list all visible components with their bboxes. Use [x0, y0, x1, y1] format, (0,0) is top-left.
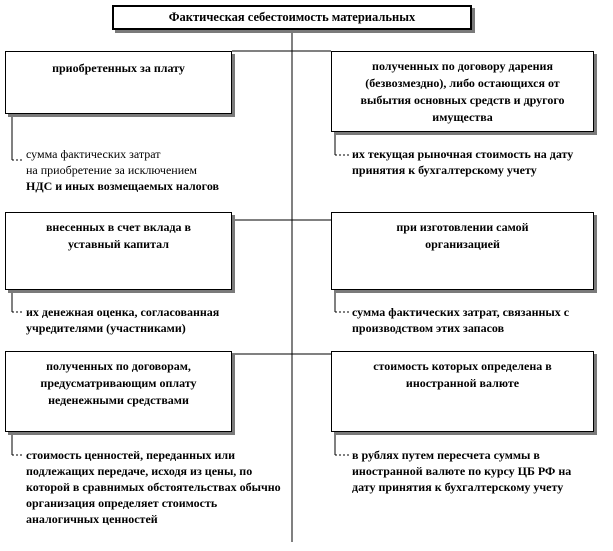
description-gift: их текущая рыночная стоимость на дату принятия к бухгалтерскому учету — [352, 147, 574, 177]
description-own-production: сумма фактических затрат, связанных с производством этих запасов — [352, 305, 570, 335]
source-label: полученных по договорам, предусматривающим оплату неденежными средствами — [40, 359, 197, 407]
source-label: при изготовлении самой организацией — [396, 220, 529, 251]
source-box-contributed — [5, 212, 232, 290]
source-label: внесенных в счет вклада в уставный капитал — [45, 220, 192, 251]
description-line: сумма фактических затрат — [26, 147, 161, 161]
source-box-purchased — [5, 51, 232, 114]
diagram-title: Фактическая себестоимость материальных — [168, 10, 416, 24]
source-label: стоимость которых определена в иностранной валюте — [373, 359, 552, 390]
source-box-non-monetary — [5, 351, 232, 432]
description-purchased — [26, 146, 288, 194]
description-non-monetary: стоимость ценностей, переданных или подлежащих передаче, исходя из цены, по которой в сравнимых обстоятельствах обычно организация определяет стоимость аналогичных ценностей — [26, 448, 281, 526]
source-box-foreign-currency — [331, 351, 594, 432]
description-line: на приобретение за исключением — [26, 163, 198, 177]
title-box — [112, 5, 472, 30]
source-label: полученных по договору дарения (безвозмездно), либо остающихся от выбытия основных средств и другого имущества — [360, 59, 565, 124]
description-contributed: их денежная оценка, согласованная учредителями (участниками) — [26, 305, 220, 335]
source-label: приобретенных за плату — [52, 61, 185, 75]
description-foreign-currency: в рублях путем пересчета суммы в иностранной валюте по курсу ЦБ РФ на дату принятия к бухгалтерскому учету — [352, 448, 572, 494]
description-line: НДС и иных возмещаемых налогов — [26, 179, 220, 193]
source-box-gift — [331, 51, 594, 132]
source-box-own-production — [331, 212, 594, 290]
